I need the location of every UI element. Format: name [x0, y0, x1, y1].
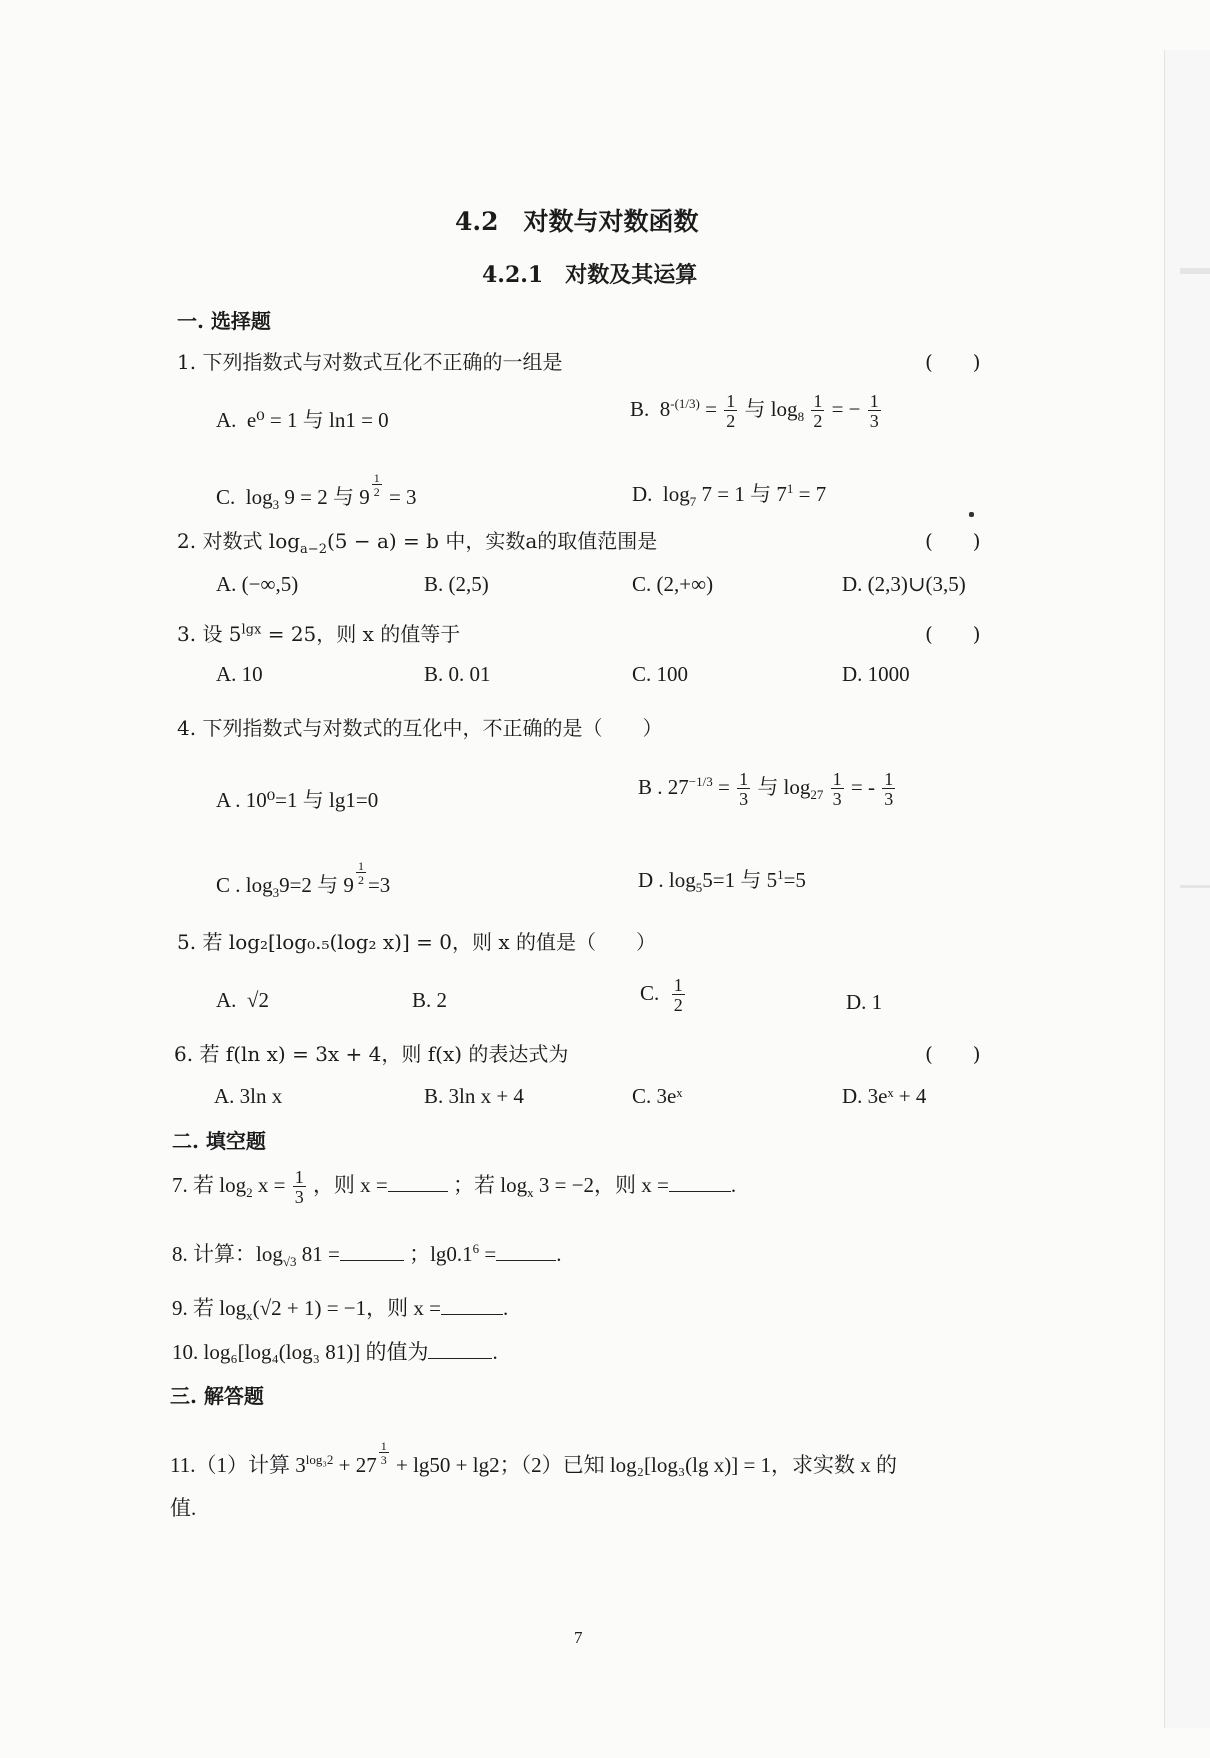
- q4-option-c: C . $\log_39=2$ 与 9 $\frac{1}{2}$ =3: [216, 859, 391, 901]
- page-title: 4.2 对数与对数函数: [455, 207, 699, 236]
- q5-option-a: A. √2: [216, 988, 269, 1012]
- q1-option-b: B. $8^{-(1/3)}$ = $\frac{1}{2}$ 与 $\log_8$ $\frac{1}{2}$ = − $\frac{1}{3}$: [630, 391, 879, 431]
- question-1-stem: 1. 下列指数式与对数式互化不正确的一组是: [177, 350, 563, 374]
- section-subtitle: 4.2.1 对数及其运算: [482, 262, 698, 288]
- q6-option-c: C. 3eˣ: [632, 1084, 683, 1108]
- question-4-stem: 4. 下列指数式与对数式的互化中，不正确的是（ ）: [177, 716, 663, 740]
- question-5-stem: 5. 若 log₂[log₀.₅(log₂ x)] = 0，则 x 的值是（ ）: [177, 930, 656, 954]
- q1-option-c: C. $\log_3 9 = 2$ 与 9 $\frac{1}{2}$ = 3: [216, 471, 417, 513]
- q1-option-a: A. e⁰ = 1 与 ln1 = 0: [216, 408, 389, 432]
- section-heading: 三. 解答题: [170, 1384, 264, 1408]
- q2-option-b: B. (2,5): [424, 572, 489, 596]
- q3-option-a: A. 10: [216, 662, 263, 686]
- answer-paren: ( ): [925, 1042, 981, 1066]
- answer-paren: ( ): [925, 529, 981, 553]
- answer-paren: ( ): [925, 622, 981, 646]
- q5-option-d: D. 1: [846, 990, 883, 1014]
- ink-dot: [969, 512, 974, 517]
- scan-mark: [1180, 268, 1210, 274]
- q5-option-c: C. $\frac{1}{2}$: [640, 975, 683, 1015]
- q4-option-a: A . 10⁰=1 与 lg1=0: [216, 788, 379, 812]
- q2-option-a: A. (−∞,5): [216, 572, 299, 596]
- q3-option-c: C. 100: [632, 662, 689, 686]
- question-10: 10. log₆[log₄(log₃ 81)] 的值为 .: [172, 1340, 498, 1364]
- q6-option-a: A. 3ln x: [214, 1084, 283, 1108]
- scan-mark: [1180, 885, 1210, 888]
- q5-option-b: B. 2: [412, 988, 448, 1012]
- question-7: 7. 若 $\log_2 x$ = $\frac{1}{3}$ ，则 x = ；若 $\log_x 3 = -2$，则 x = .: [172, 1167, 737, 1207]
- q3-option-b: B. 0. 01: [424, 662, 491, 686]
- q2-option-c: C. (2,+∞): [632, 572, 714, 596]
- question-11-line2: 值.: [170, 1496, 197, 1520]
- answer-blank[interactable]: [669, 1173, 731, 1192]
- section-heading: 一. 选择题: [177, 309, 271, 333]
- question-8: 8. 计算：$\log_{√3} 81$ = ；$\lg 0.1^6$ = .: [172, 1241, 562, 1270]
- answer-blank[interactable]: [388, 1173, 448, 1192]
- q4-option-d: D . $\log_55=1$ 与 $5^1=5$: [638, 867, 806, 896]
- question-11: 11.（1）计算 $3^{log_32} + 27$ $\frac{1}{3}$ + lg50 + lg2；（2）已知 log₂[log₃(lg x)] = 1，求实数 x 的: [170, 1439, 898, 1477]
- question-6-stem: 6. 若 f(ln x) = 3x + 4，则 f(x) 的表达式为: [174, 1042, 569, 1066]
- question-9: 9. 若 $\log_x(√2 + 1) = -1$，则 x = .: [172, 1296, 509, 1324]
- page-number: 7: [574, 1628, 583, 1647]
- question-2-stem: 2. 对数式 $\log_{a-2}(5 - a) = b$ 中，实数a的取值范围是: [177, 529, 658, 557]
- q3-option-d: D. 1000: [842, 662, 910, 686]
- q2-option-d: D. (2,3)∪(3,5): [842, 572, 966, 596]
- q1-option-d: D. $\log_7 7 = 1$ 与 $7^1 = 7$: [632, 481, 827, 510]
- question-3-stem: 3. 设 $5^{lgx} = 25$，则 x 的值等于: [177, 622, 461, 646]
- answer-blank[interactable]: [340, 1242, 404, 1261]
- answer-blank[interactable]: [496, 1242, 556, 1261]
- q6-option-b: B. 3ln x + 4: [424, 1084, 524, 1108]
- answer-blank[interactable]: [441, 1296, 503, 1315]
- answer-blank[interactable]: [428, 1340, 492, 1359]
- answer-paren: ( ): [925, 350, 981, 374]
- section-heading: 二. 填空题: [172, 1129, 266, 1153]
- q6-option-d: D. 3eˣ + 4: [842, 1084, 927, 1108]
- scan-edge: [1164, 50, 1210, 1728]
- q4-option-b: B . $27^{-1/3}$ = $\frac{1}{3}$ 与 $\log_{27}$ $\frac{1}{3}$ = - $\frac{1}{3}$: [638, 769, 894, 809]
